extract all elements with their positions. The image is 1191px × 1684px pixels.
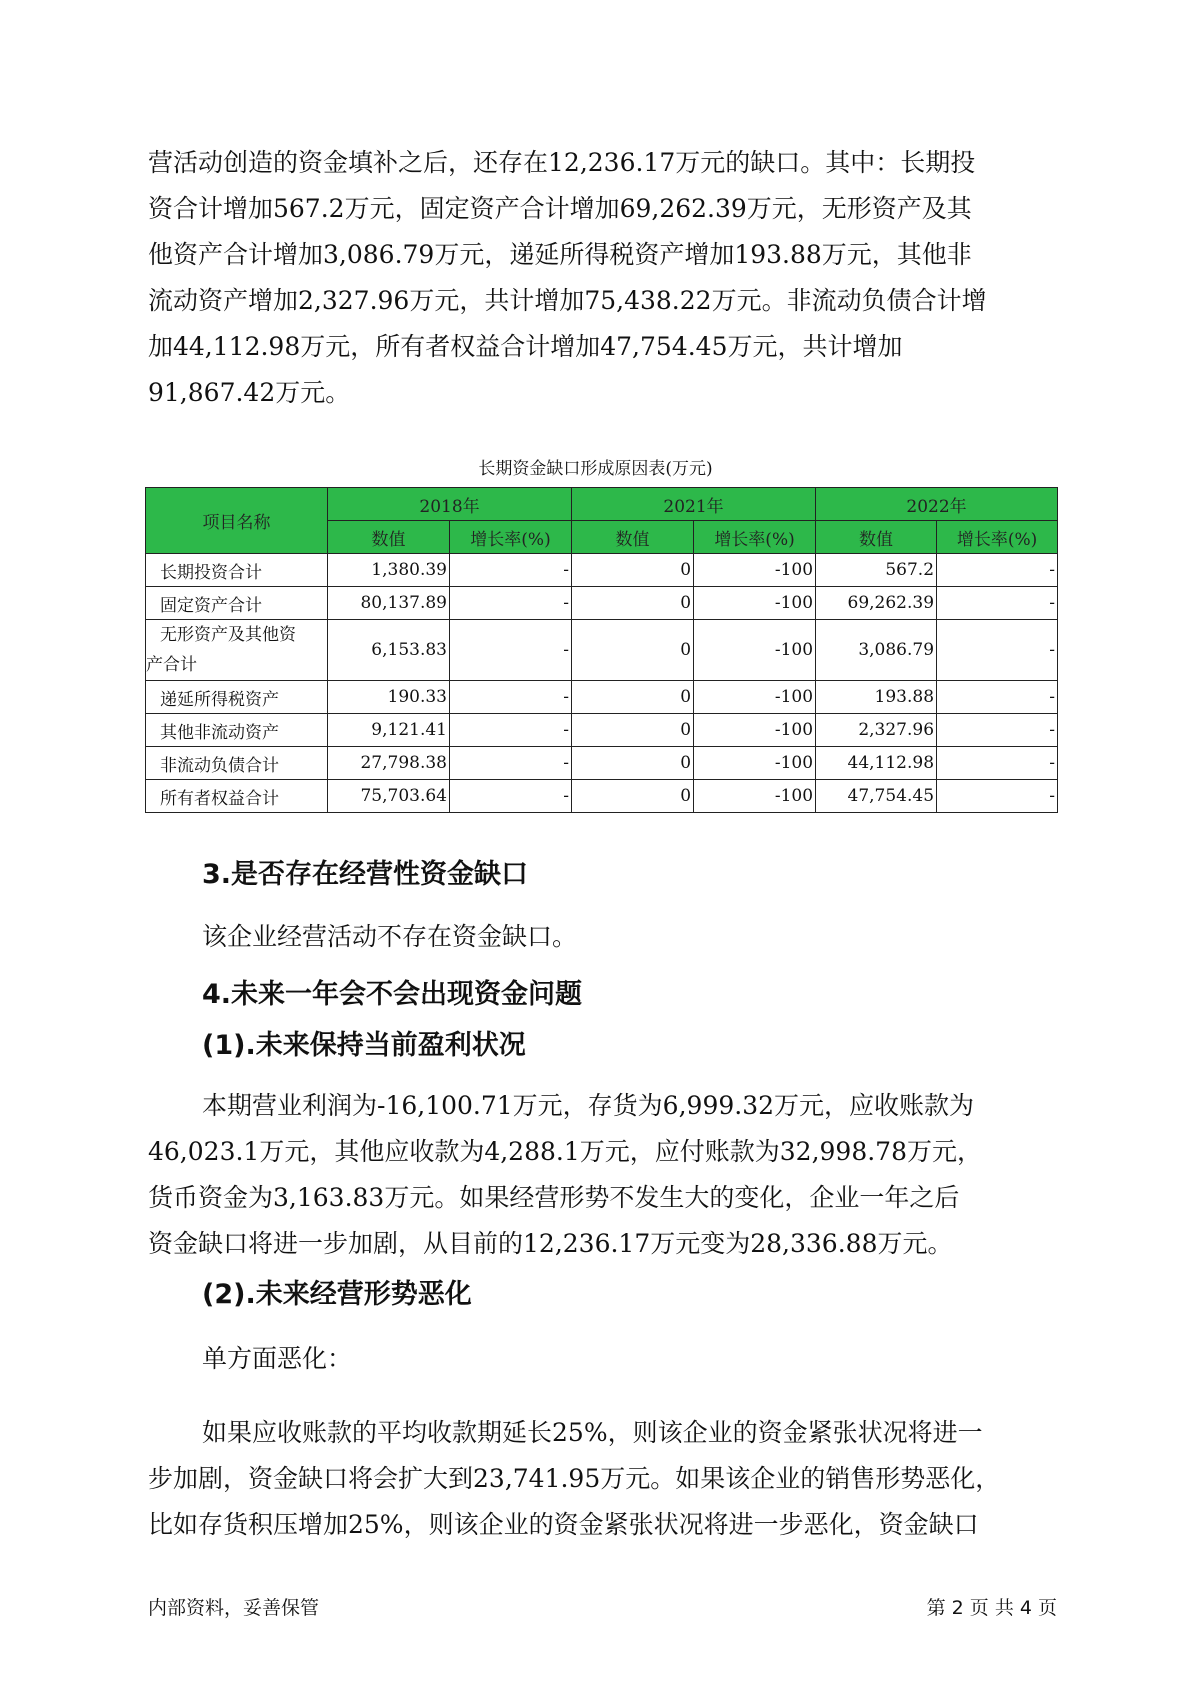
subsection2-heading: (2).未来经营形势恶化	[202, 1279, 472, 1310]
section3-paragraph	[148, 914, 1048, 960]
cell-value: 0	[572, 747, 694, 780]
header-year: 2018年	[328, 488, 572, 521]
text-line: 比如存货积压增加25%，则该企业的资金紧张状况将进一步恶化，资金缺口	[148, 1510, 979, 1539]
cell-value: 0	[572, 780, 694, 813]
cell-growth: -	[450, 714, 572, 747]
text-line: 他资产合计增加3,086.79万元，递延所得税资产增加193.88万元，其他非	[148, 240, 972, 269]
cell-value: 567.2	[816, 554, 937, 587]
cell-growth: -	[450, 620, 572, 681]
text-line: 如果应收账款的平均收款期延长25%，则该企业的资金紧张状况将进一	[202, 1418, 983, 1447]
table-row	[146, 714, 1058, 747]
cell-value: 190.33	[328, 681, 450, 714]
cell-growth: -	[937, 554, 1058, 587]
cell-growth: -100	[694, 620, 816, 681]
cell-value: 47,754.45	[816, 780, 937, 813]
footer-page-number: 第 2 页 共 4 页	[926, 1597, 1057, 1619]
header-growth: 增长率(%)	[937, 521, 1058, 554]
row-name: 递延所得税资产	[146, 681, 328, 714]
text-line: 46,023.1万元，其他应收款为4,288.1万元，应付账款为32,998.78万元，	[148, 1137, 982, 1166]
row-name: 其他非流动资产	[146, 714, 328, 747]
table-row	[146, 780, 1058, 813]
text-line: 资金缺口将进一步加剧，从目前的12,236.17万元变为28,336.88万元。	[148, 1229, 953, 1258]
cell-value: 0	[572, 554, 694, 587]
table-caption: 长期资金缺口形成原因表(万元)	[478, 459, 713, 479]
cell-value: 0	[572, 620, 694, 681]
cell-value: 75,703.64	[328, 780, 450, 813]
text-line: 步加剧，资金缺口将会扩大到23,741.95万元。如果该企业的销售形势恶化，	[148, 1464, 1001, 1493]
row-name-line2: 产合计	[146, 655, 197, 675]
cell-growth: -	[937, 780, 1058, 813]
header-value: 数值	[328, 521, 450, 554]
cell-growth: -	[937, 587, 1058, 620]
gap-cause-table	[145, 487, 1058, 813]
text-line: 资合计增加567.2万元，固定资产合计增加69,262.39万元，无形资产及其	[148, 194, 972, 223]
cell-growth: -	[450, 681, 572, 714]
subsection2-intro	[148, 1336, 1048, 1382]
cell-value: 1,380.39	[328, 554, 450, 587]
header-year: 2021年	[572, 488, 816, 521]
table-row	[146, 620, 1058, 681]
header-value: 数值	[572, 521, 694, 554]
table-row	[146, 681, 1058, 714]
cell-value: 0	[572, 681, 694, 714]
cell-value: 6,153.83	[328, 620, 450, 681]
cell-value: 193.88	[816, 681, 937, 714]
header-growth: 增长率(%)	[450, 521, 572, 554]
header-growth: 增长率(%)	[694, 521, 816, 554]
cell-growth: -100	[694, 681, 816, 714]
cell-growth: -	[450, 780, 572, 813]
row-name-line1: 无形资产及其他资	[160, 625, 296, 645]
row-name: 长期投资合计	[146, 554, 328, 587]
cell-value: 2,327.96	[816, 714, 937, 747]
cell-growth: -	[937, 681, 1058, 714]
cell-growth: -	[937, 620, 1058, 681]
subsection2-paragraph	[148, 1410, 1048, 1548]
cell-growth: -	[937, 747, 1058, 780]
cell-growth: -100	[694, 554, 816, 587]
cell-growth: -100	[694, 714, 816, 747]
cell-value: 69,262.39	[816, 587, 937, 620]
section3-heading: 3.是否存在经营性资金缺口	[202, 859, 529, 890]
text-line: 流动资产增加2,327.96万元，共计增加75,438.22万元。非流动负债合计增	[148, 286, 987, 315]
cell-value: 44,112.98	[816, 747, 937, 780]
table-row	[146, 554, 1058, 587]
text-line: 单方面恶化：	[202, 1344, 353, 1373]
text-line: 该企业经营活动不存在资金缺口。	[202, 922, 578, 951]
cell-growth: -	[450, 554, 572, 587]
intro-paragraph	[148, 140, 1048, 416]
cell-growth: -100	[694, 747, 816, 780]
cell-value: 9,121.41	[328, 714, 450, 747]
header-year: 2022年	[816, 488, 1058, 521]
text-line: 本期营业利润为-16,100.71万元，存货为6,999.32万元，应收账款为	[202, 1091, 975, 1120]
table-row	[146, 587, 1058, 620]
cell-value: 80,137.89	[328, 587, 450, 620]
cell-value: 0	[572, 714, 694, 747]
cell-value: 0	[572, 587, 694, 620]
text-line: 营活动创造的资金填补之后，还存在12,236.17万元的缺口。其中：长期投	[148, 148, 976, 177]
text-line: 91,867.42万元。	[148, 378, 351, 407]
subsection1-heading: (1).未来保持当前盈利状况	[202, 1030, 526, 1061]
text-line: 货币资金为3,163.83万元。如果经营形势不发生大的变化，企业一年之后	[148, 1183, 960, 1212]
cell-growth: -100	[694, 780, 816, 813]
text-line: 加44,112.98万元，所有者权益合计增加47,754.45万元，共计增加	[148, 332, 903, 361]
table-row	[146, 747, 1058, 780]
cell-growth: -	[450, 587, 572, 620]
header-value: 数值	[816, 521, 937, 554]
subsection1-paragraph	[148, 1083, 1048, 1267]
row-name: 非流动负债合计	[146, 747, 328, 780]
cell-value: 3,086.79	[816, 620, 937, 681]
row-name: 所有者权益合计	[146, 780, 328, 813]
cell-growth: -	[450, 747, 572, 780]
section4-heading: 4.未来一年会不会出现资金问题	[202, 979, 583, 1010]
cell-growth: -100	[694, 587, 816, 620]
header-item-name: 项目名称	[146, 488, 328, 554]
cell-growth: -	[937, 714, 1058, 747]
row-name	[146, 620, 328, 681]
footer-confidential: 内部资料，妥善保管	[148, 1597, 320, 1619]
cell-value: 27,798.38	[328, 747, 450, 780]
row-name: 固定资产合计	[146, 587, 328, 620]
